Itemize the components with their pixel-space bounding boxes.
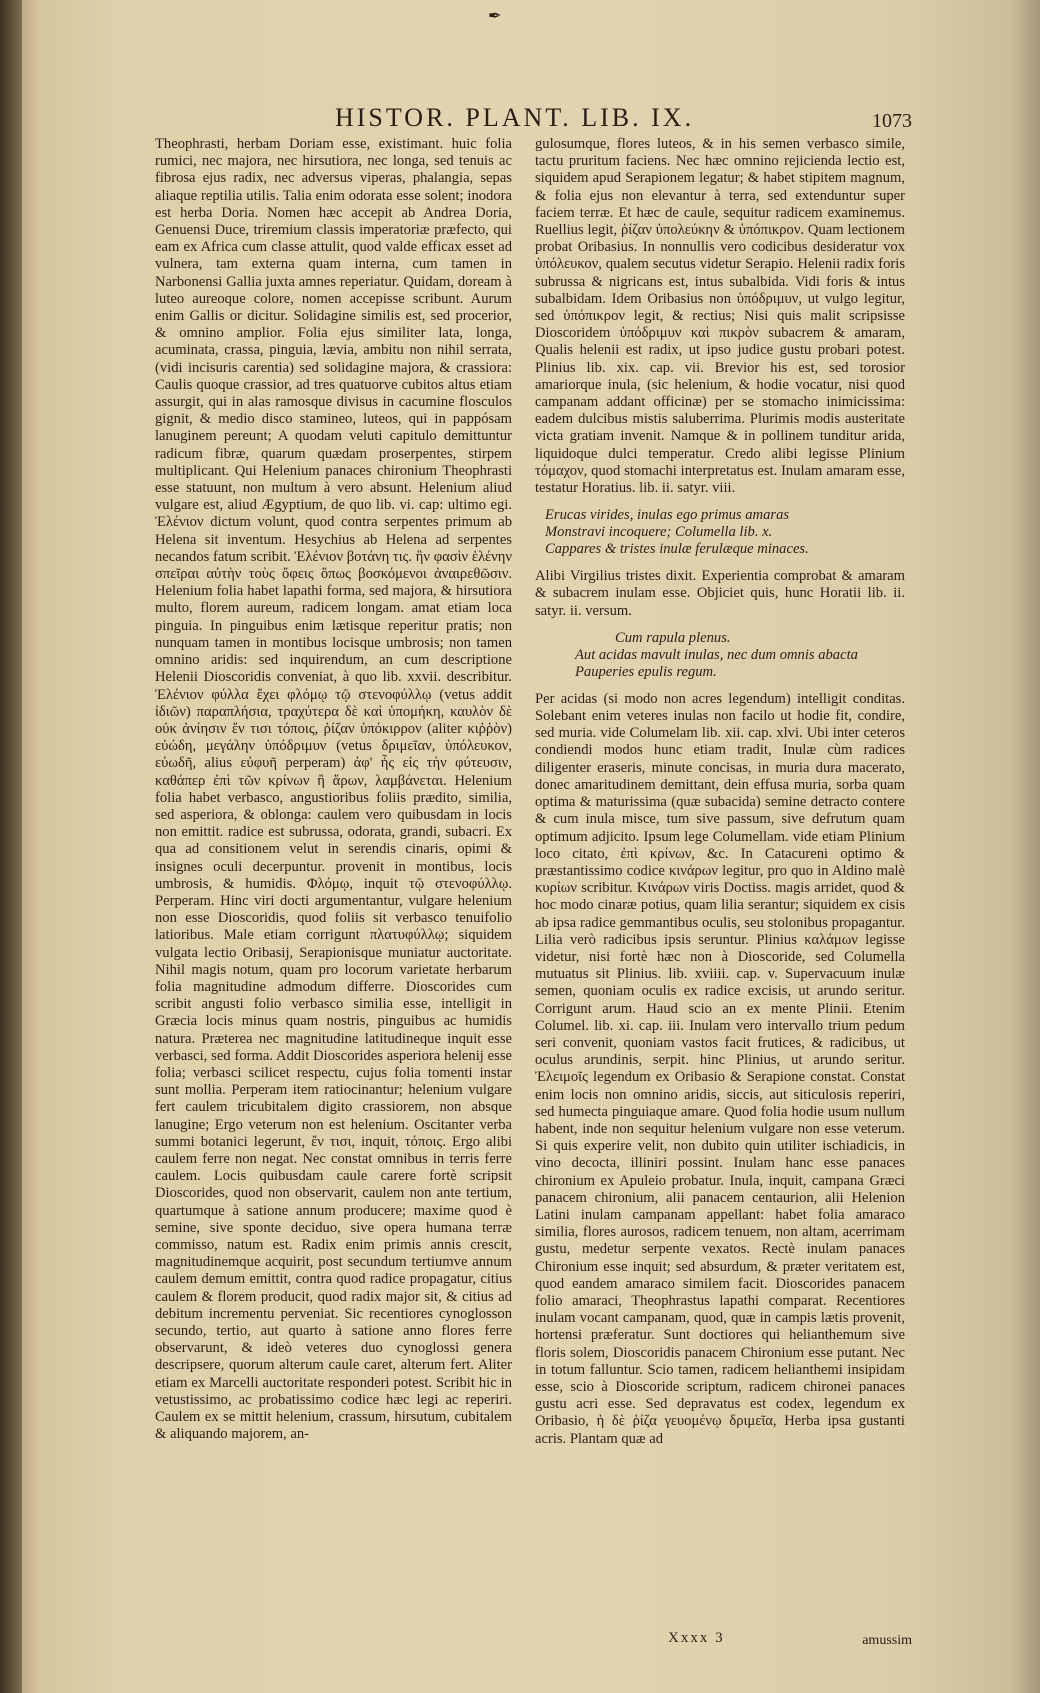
catchword: amussim (862, 1633, 912, 1648)
right-column-top: gulosumque, flores luteos, & in his semen verbasco simile, tactu pruritum faciens. Nec hæc omnino rejicienda lectio est, siquidem apud Serapionem legatur; & habet stipitem magnum, & folia ejus non elevantur à terra, sed extenduntur super faciem terræ. Et hæc de caule, sequitur radicem examinemus. Ruellius legit, ῥίζαν ὑπολεύκην & ὑπόπικρον. Quam lectionem probat Oribasius. In nonnullis vero codicibus desideratur vox ὑπόλευκον, qualem secutus videtur Serapio. Helenii radix foris subrussa & nigricans est, intus subalbida. Vidi foris & intus subalbidam. Idem Oribasius non ὑπόδριμυν, ut vulgo legitur, sed ὑπόπικρον legit, & rectius; Nisi quis malit scripsisse Dioscoridem ὑπόδριμυν καὶ πικρὸν subacrem & amaram, Qualis helenii est radix, ut ipso judice gustu probari potest. Plinius lib. xix. cap. vii. Brevior his est, sed torosior amariorque inula, (sic helenium, & hodie vocatur, nisi quod campanam addant officinæ) per se stomacho inimicissima: eadem dulcibus mistis saluberrima. Plurimis modis austeritate victa gratiam invenit. Namque & in pollinem tunditur arida, liquidoque dulci temperatur. Credo alibi legisse Plinium τόμαχον, quod stomachi interpretatus est. Inulam amaram esse, testatur Horatius. lib. ii. satyr. viii. (535, 136, 905, 497)
running-title: HISTOR. PLANT. LIB. IX. (335, 103, 695, 132)
right-column-middle: Alibi Virgilius tristes dixit. Experientia comprobat & amaram & subacrem inulam esse. Objiciet quis, hunc Horatii lib. ii. satyr. ii. versum. (535, 568, 905, 619)
verse-line: Erucas virides, inulas ego primus amaras (545, 507, 790, 524)
verse-quote-2 (575, 630, 905, 681)
ink-speck-icon: ✒ (488, 6, 502, 25)
verse-line: Cum rapula plenus. (615, 629, 731, 646)
verse-quote-1 (545, 507, 905, 558)
right-column-bottom: Per acidas (si modo non acres legendum) intelligit conditas. Solebant enim veteres inulas non facilo ut hodie fit, condire, sed muria. vide Columelam lib. xii. cap. xlvi. Ubi inter ceteros condiendi modos hunc etiam tradit, Inulæ cùm radices diligenter eraseris, minute concisas, in muria dura macerato, donec amaritudinem demittant, dein effusa muria, sorba quam optima & maturissima (quæ subacida) semine detracto contere & cum inula misce, tum sive passum, sive defrutum quam optimum adjicito. Ipsum lege Columellam. vide etiam Plinium loco citato, ἐπὶ κρίνων, &c. In Catacureni optimo & præstantissimo codice κινάρων legitur, pro quo in Aldino malè κυρίων scribitur. Κινάρων viris Doctiss. magis arridet, quod & hoc modo cinaræ potius, quam lilia serantur; siquidem ex cisis ab ipsa radice gemmantibus oculis, seu stolonibus propagantur. Lilia verò radicibus ipsis seruntur. Plinius καλάμων legisse videtur, nisi fortè hæc non à Dioscoride, sed Columella mutuatus sit Plinius. lib. xviiii. cap. v. Supervacuum inulæ semen, quoniam oculis ex radice excisis, ut arundo seritur. Corrigunt arum. Haud scio an ex mente Plinii. Etenim Columel. lib. xi. cap. iii. Inulam vero intervallo trium pedum seri convenit, quoniam vastos facit frutices, & radicibus, ut oculus arundinis, serpit. hinc Plinius, ut arundo seritur. Ἐλειμοῖς legendum ex Oribasio & Serapione constat. Constat enim locis non omnino aridis, siccis, aut siticulosis reperiri, sed humecta pinguiaque amare. Quod folia hodie usum nullum habent, inde non sequitur helenium vulgare non esse veterum. Si quis experire velit, non dubito quin utiliter ischiadicis, in vino decocta, illiniri possint. Inulam hanc esse panaces chironium ex Apuleio probatur. Inula, inquit, campana Græci panacem chironium, alii panacem centaurion, alii Helenion Latini inulam campanam appellant: habet folia amaraco similia, flores aurosos, radicem tenuem, non altam, acerrimam gustu, medetur serpente vexatos. Rectè inulam panaces Chironium esse inquit; sed absurdum, & præter veritatem est, quod eandem amaraco similem facit. Dioscorides panacem folio amaraci, Theophrastus lapathi comparat. Recentiores inulam vocant campanam, quod, quæ in campis lætis provenit, hortensi præferatur. Sunt doctiores qui helianthemum sive floris solem, Dioscoridis panacem Chironium esse putant. Nec in totum falluntur. Scio tamen, radicem helianthemi insipidam esse, scio à Dioscoride scriptum, radicem chironei panaces gustu acri esse. Sed depravatus est codex, legendum ex Oribasio, ἡ δὲ ῥίζα γευομένῳ δριμεῖα, Herba ipsa gustanti acris. Plantam quæ ad (535, 690, 905, 1447)
right-column (535, 136, 905, 1448)
book-gutter (0, 0, 22, 1693)
verse-line: Cappares & tristes inulæ ferulæque minaces. (545, 541, 809, 558)
signature-mark: Xxxx 3 (668, 1630, 725, 1646)
verse-line: Pauperies epulis regum. (575, 663, 717, 680)
left-column (155, 136, 512, 1443)
verse-line: Monstravi incoquere; Columella lib. x. (545, 524, 773, 541)
page-number: 1073 (872, 110, 912, 132)
left-column-text: Theophrasti, herbam Doriam esse, existimant. huic folia rumici, nec majora, nec hirsutiora, nec longa, sed tenuis ac fibrosa ejus radix, nec adversus viperas, phalangia, sepas aliaque reptilia utilis. Talia enim odorata esse solent; inodora est herba Doria. Nomen hæc accepit ab Andrea Doria, Genuensi Duce, triremium classis imperatoriæ præfecto, qui eam ex Africa cum classe attulit, quod valde efficax esset ad vulnera, tam externa quam interna, cum tamen in Narbonensi Gallia juxta amnes reperiatur. Quidam, doream à luteo aureoque colore, nomen accepisse scribunt. Aurum enim Gallis or dicitur. Solidagine similis est, sed procerior, & omnino amplior. Folia ejus similiter lata, longa, acuminata, crassa, pinguia, lævia, ambitu non nihil serrata, (vidi incisuris carentia) sed solidagine majora, & crassiora: Caulis quoque crassior, ad tres quatuorve cubitos altus etiam assurgit, qui in alas ramosque divisus in cacumine flosculos gignit, & medio disco stamineo, luteos, qui in pappósam lanuginem pereunt; A quodam veluti capitulo demittuntur radicum fibræ, quarum quædam proserpentes, stirpem multiplicant. Qui Helenium panaces chironium Theophrasti esse statuunt, non multum à vero absunt. Helenium aliud vulgare est, aliud Ægyptium, de quo lib. vi. cap: ultimo egi. Ἑλένιον dictum volunt, quod contra serpentes primum ab Helena sit inventum. Hesychius ab Helena ad serpentes necandos fatum scribit. Ἑλένιον βοτάνη τις. ἣν φασὶν ἑλένην σπεῖραι αὐτὴν τοὺς ὄφεις ὅπως βοσκόμενοι ἀναιρεθῶσιν. Helenium folia habet lapathi forma, sed majora, & hirsutiora multo, florem aureum, radicem longam. amat etiam loca pinguia. In pinguibus enim lætisque reperitur pratis; non nunquam tamen in montibus locisque umbrosis; non tamen omnino aridis: sed inquirendum, an cum descriptione Helenii Dioscoridis conveniat, à quo lib. xxvii. describitur. Ἑλένιον φύλλα ἔχει φλόμῳ τῷ στενοφύλλῳ (vetus addit ἰδιῶν) παραπλήσια, τραχύτερα δὲ καὶ ὑπομήκη, καυλὸν δὲ οὐκ ἀνίησιν ἔν τισι τόποις, ῥίζαν ὑπόκιρρον (aliter κιῤῥὸν) εὐώδη, μεγάλην ὑπόδριμυν (vetus δριμεῖαν, ὑπόλευκον, εὐωδῆ, alius εὐφυῆ perperam) ἀφ' ἧς εἰς τὴν φύτευσιν, καθάπερ ἐπὶ τῶν κρίνων ἢ ἄρων, λαμβάνεται. Helenium folia habet verbasco, angustioribus foliis prædito, similia, sed asperiora, & oblonga: caulem vero quibusdam in locis non emittit. radice est subrussa, odorata, grandi, subacri. Ex qua ad consitionem velut in serendis cinaris, opimi & insignes oculi decerpuntur. provenit in montibus, locis umbrosis, & humidis. Φλόμῳ, inquit τῷ στενοφύλλῳ. Perperam. Hinc viri docti argumentantur, vulgare helenium non esse Dioscoridis, quod foliis sit verbasco tenuifolio latioribus. Male etiam corrigunt πλατυφύλλῳ; siquidem vulgata lectio Oribasij, Serapionisque muniatur auctoritate. Nihil magis notum, quam pro locorum varietate herbarum folia magnitudine admodum differre. Dioscorides cum scribit angusti folio verbasco similia esse, intelligit in Græcia locis minus quam nostris, pinguibus ac humidis natura. Præterea nec magnitudine latitudineque inquit esse verbasci, sed forma. Addit Dioscorides asperiora helenij esse folia; verbasci scilicet respectu, cujus folia tomenti instar sunt mollia. Perperam item ratiocinantur; helenium vulgare fert caulem tricubitalem digito crassiorem, non absque lanugine; Ergo veterum non est helenium. Oscitanter verba summi botanici legerunt, ἔν τισι, inquit, τόποις. Ergo alibi caulem ferre non negat. Nec constat omnibus in terris ferre caulem. Locis quibusdam caule carere fortè scripsit Dioscorides, quod non observarit, caulem non ante tertium, quartumque à satione annum producere; maxime quod è semine, sive sponte deciduo, sive opera humana terræ commisso, natum est. Radix enim primis annis crescit, magnitudinemque acquirit, post secundum tertiumve annum caulem demum emittit, contra quod radice propagatur, citius caulem & florem producit, quod radix major sit, & citius ad debitum incrementu perveniat. Sic recentiores cynoglosson secundo, tertio, aut quarto à satione anno flores ferre observarunt, & ideò veteres duo cynoglossi genera descripsere, quorum alterum caule caret, alterum fert. Aliter etiam ex Marcelli auctoritate responderi potest. Scribit hic in vetustissimo, ac probatissimo codice hæc legi ac reperiri. Caulem ex se mittit helenium, crassum, hirsutum, cubitalem & aliquando majorem, an- (155, 136, 512, 1443)
verse-line: Aut acidas mavult inulas, nec dum omnis abacta (575, 646, 858, 663)
